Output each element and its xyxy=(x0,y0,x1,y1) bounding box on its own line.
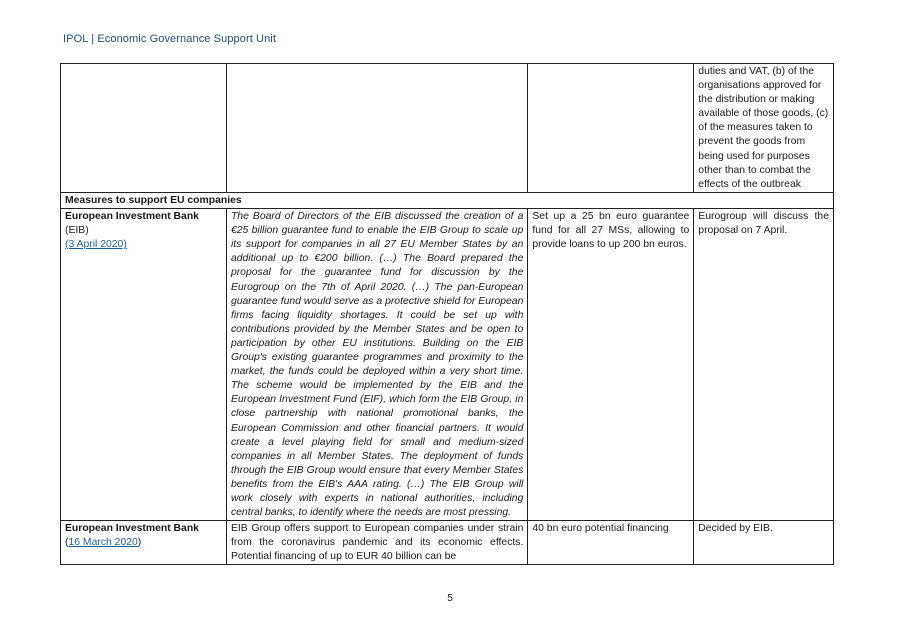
section-header-row xyxy=(61,193,834,209)
cell-status: Eurogroup will discuss the proposal on 7 April. xyxy=(694,209,834,521)
cell-status: Decided by EIB. xyxy=(694,521,834,565)
page-number: 5 xyxy=(447,593,453,604)
cell-amount: 40 bn euro potential financing xyxy=(528,521,694,565)
institution-name: European Investment Bank xyxy=(65,523,199,535)
cell-institution xyxy=(61,209,227,521)
date-link[interactable]: 16 March 2020 xyxy=(68,537,138,549)
date-prefix: ( xyxy=(65,537,69,549)
table-row xyxy=(61,209,834,521)
table-row xyxy=(61,521,834,565)
cell-description xyxy=(226,64,527,193)
table-row-continued xyxy=(61,64,834,193)
cell-status: duties and VAT, (b) of the organisations approved for the distribution or making available of those goods, (c) of the measures taken to prevent the goods from being used for purposes other than to combat the effects of the outbreak xyxy=(694,64,834,193)
section-title: Measures to support EU companies xyxy=(61,193,834,209)
measures-table xyxy=(60,63,834,565)
date-suffix: ) xyxy=(137,537,142,549)
date-link[interactable]: (3 April 2020) xyxy=(65,239,127,251)
cell-amount xyxy=(528,64,694,193)
institution-name: European Investment Bank xyxy=(65,211,199,223)
institution-abbr: (EIB) xyxy=(65,225,89,237)
document-header: IPOL | Economic Governance Support Unit xyxy=(63,33,277,45)
cell-amount: Set up a 25 bn euro guarantee fund for all 27 MSs, allowing to provide loans to up 200 bn euros. xyxy=(528,209,694,521)
cell-institution xyxy=(61,521,227,565)
cell-description: EIB Group offers support to European companies under strain from the coronavirus pandemic and its economic effects. Potential financing of up to EUR 40 billion can be xyxy=(226,521,527,565)
cell-description: The Board of Directors of the EIB discussed the creation of a €25 billion guarantee fund to enable the EIB Group to scale up its support for companies in all 27 EU Member States by an additional up to €200 billion. (…) The Board prepared the proposal for the guarantee fund for discussion by the Eurogroup on the 7th of April 2020. (…) The pan-European guarantee fund would serve as a protective shield for European firms facing liquidity shortages. It could be set up with contributions provided by the Member States and be open to participation by other EU institutions. Building on the EIB Group's existing guarantee programmes and proximity to the market, the funds could be deployed within a very short time. The scheme would be implemented by the EIB and the European Investment Fund (EIF), which form the EIB Group, in close partnership with national promotional banks, the European Commission and other financial partners. It would create a level playing field for small and medium-sized companies in all Member States. The deployment of funds through the EIB Group would ensure that every Member States benefits from the EIB's AAA rating. (…) The EIB Group will work closely with experts in national authorities, including central banks, to identify where the needs are most pressing. xyxy=(226,209,527,521)
cell-institution xyxy=(61,64,227,193)
